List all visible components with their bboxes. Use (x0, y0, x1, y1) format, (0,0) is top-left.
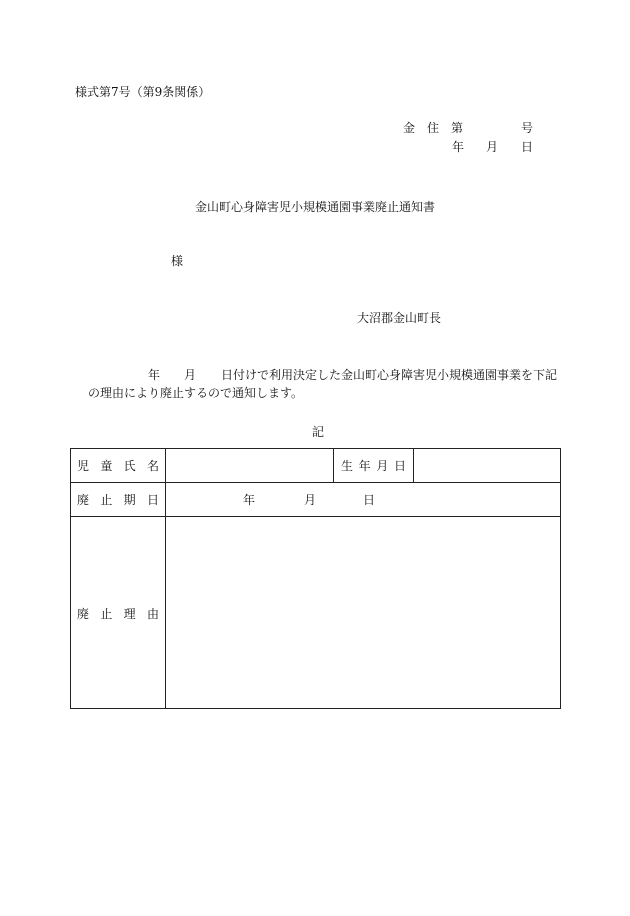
end-date-day: 日 (363, 493, 376, 507)
date-month: 月 (486, 140, 499, 154)
end-date-year: 年 (243, 493, 256, 507)
body-year: 年 (148, 368, 161, 382)
birthdate-field[interactable] (414, 449, 560, 482)
column-divider (333, 449, 334, 482)
document-number-prefix: 金 住 第 (403, 121, 464, 135)
recipient-suffix: 様 (171, 254, 184, 268)
end-date-month: 月 (304, 493, 317, 507)
child-name-field[interactable] (166, 449, 333, 482)
document-number-suffix: 号 (521, 121, 534, 135)
form-number: 様式第7号（第9条関係） (75, 85, 211, 99)
body-month: 月 (184, 368, 197, 382)
birthdate-label: 生 年 月 日 (341, 459, 406, 473)
end-date-label: 廃 止 期 日 (77, 493, 159, 507)
date-year: 年 (452, 140, 465, 154)
body-line1: 日付けで利用決定した金山町心身障害児小規模通園事業を下記 (221, 368, 558, 382)
end-date-field[interactable] (166, 483, 560, 516)
document-title: 金山町心身障害児小規模通園事業廃止通知書 (194, 200, 435, 214)
date-day: 日 (521, 140, 534, 154)
child-name-label: 児 童 氏 名 (77, 459, 159, 473)
reason-label: 廃 止 理 由 (77, 607, 159, 621)
body-line2: の理由により廃止するので通知します。 (88, 386, 304, 400)
reason-field[interactable] (166, 517, 560, 708)
issuer: 大沼郡金山町長 (357, 311, 442, 325)
ki-heading: 記 (312, 425, 325, 439)
notice-table (70, 448, 561, 709)
